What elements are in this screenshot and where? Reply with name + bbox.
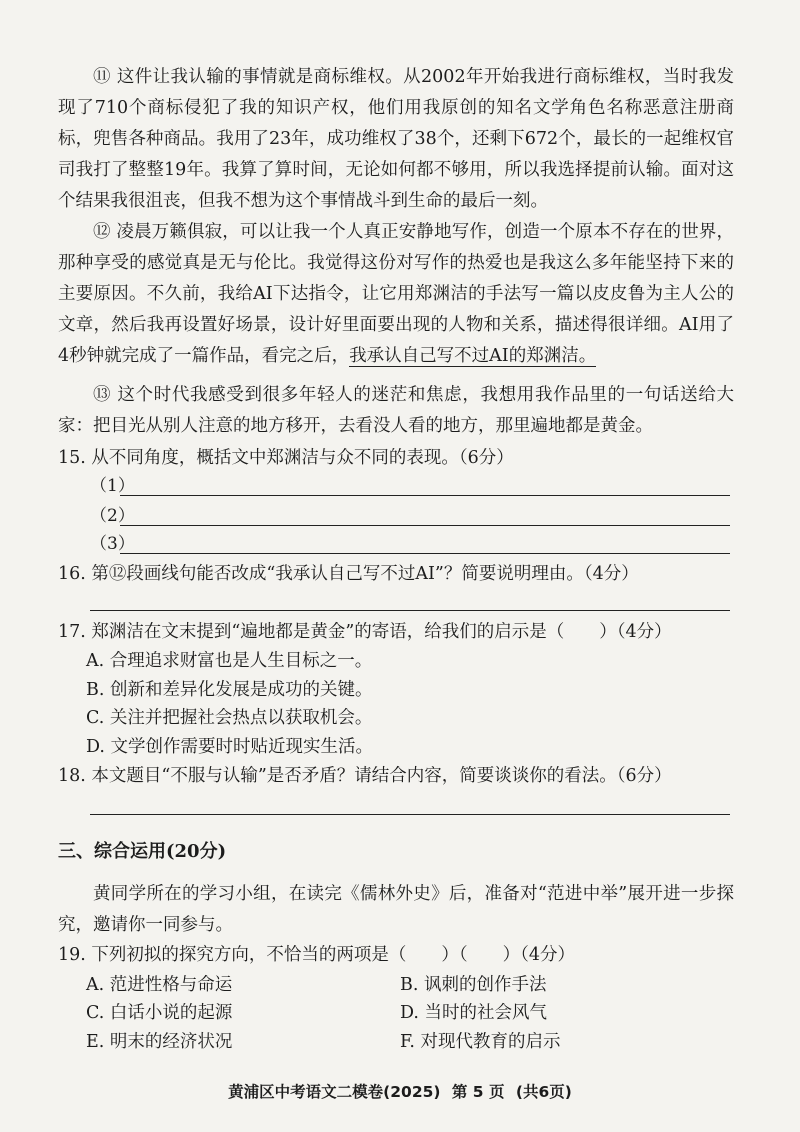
- answer-blank-1[interactable]: [90, 474, 730, 498]
- answer-blank-label: （3）: [90, 534, 135, 554]
- q19-option-d: D. 当时的社会风气: [400, 1003, 548, 1023]
- q19-option-f: F. 对现代教育的启示: [400, 1032, 561, 1052]
- question-15: 15. 从不同角度，概括文中郑渊洁与众不同的表现。（6分）: [58, 448, 514, 468]
- answer-line: [120, 525, 730, 526]
- section-3-heading: 三、综合运用(20分): [58, 841, 227, 862]
- question-19: 19. 下列初拟的探究方向，不恰当的两项是（ ）（ ）（4分）: [58, 945, 576, 965]
- footer-total-pages: (共6页): [515, 1083, 572, 1101]
- q19-option-a: A. 范进性格与命运: [86, 975, 233, 995]
- answer-line: [120, 495, 730, 496]
- q17-option-b: B. 创新和差异化发展是成功的关键。: [86, 680, 373, 700]
- paragraph-12: [58, 217, 734, 372]
- footer-title: 黄浦区中考语文二模卷(2025): [228, 1083, 441, 1101]
- underlined-sentence: 我承认自己写不过AI的郑渊洁。: [349, 346, 597, 366]
- answer-blank-2[interactable]: [90, 504, 730, 528]
- paragraph-12-text: ⑫ 凌晨万籁俱寂，可以让我一个人真正安静地写作，创造一个原本不存在的世界，那种享受的感觉真是无与伦比。我觉得这份对写作的热爱也是我这么多年能坚持下来的主要原因。不久前，我给AI下达指令，让它用郑渊洁的手法写一篇以皮皮鲁为主人公的文章，然后我再设置好场景，设计好里面要出现的人物和关系，描述得很详细。AI用了4秒钟就完成了一篇作品，看完之后，: [58, 222, 734, 366]
- paragraph-13: ⑬ 这个时代我感受到很多年轻人的迷茫和焦虑，我想用我作品里的一句话送给大家：把目光从别人注意的地方移开，去看没人看的地方，那里遍地都是黄金。: [58, 385, 734, 436]
- answer-blank-label: （2）: [90, 506, 135, 526]
- q17-option-d: D. 文学创作需要时时贴近现实生活。: [86, 737, 374, 757]
- q19-option-b: B. 讽刺的创作手法: [400, 975, 547, 995]
- answer-blank-label: （1）: [90, 476, 135, 496]
- answer-line-q16[interactable]: [90, 610, 730, 611]
- question-17: 17. 郑渊洁在文末提到“遍地都是黄金”的寄语，给我们的启示是（ ）（4分）: [58, 622, 672, 642]
- footer-page-number: 第 5 页: [451, 1083, 505, 1101]
- question-18: 18. 本文题目“不服与认输”是否矛盾？请结合内容，简要谈谈你的看法。（6分）: [58, 766, 672, 786]
- q17-option-a: A. 合理追求财富也是人生目标之一。: [86, 651, 373, 671]
- section-3-intro: 黄同学所在的学习小组，在读完《儒林外史》后，准备对“范进中举”展开进一步探究，邀请你一同参与。: [58, 884, 734, 935]
- page-footer: [0, 1080, 800, 1102]
- q19-option-e: E. 明末的经济状况: [86, 1032, 233, 1052]
- answer-line-q18[interactable]: [90, 814, 730, 815]
- paragraph-11: ⑪ 这件让我认输的事情就是商标维权。从2002年开始我进行商标维权，当时我发现了710个商标侵犯了我的知识产权，他们用我原创的知名文学角色名称恶意注册商标，兜售各种商品。我用了23年，成功维权了38个，还剩下672个，最长的一起维权官司我打了整整19年。我算了算时间，无论如何都不够用，所以我选择提前认输。面对这个结果我很沮丧，但我不想为这个事情战斗到生命的最后一刻。: [58, 67, 734, 211]
- answer-blank-3[interactable]: [90, 532, 730, 556]
- q19-option-c: C. 白话小说的起源: [86, 1003, 233, 1023]
- q17-option-c: C. 关注并把握社会热点以获取机会。: [86, 708, 373, 728]
- answer-line: [120, 553, 730, 554]
- question-16: 16. 第⑫段画线句能否改成“我承认自己写不过AI”？简要说明理由。（4分）: [58, 564, 639, 584]
